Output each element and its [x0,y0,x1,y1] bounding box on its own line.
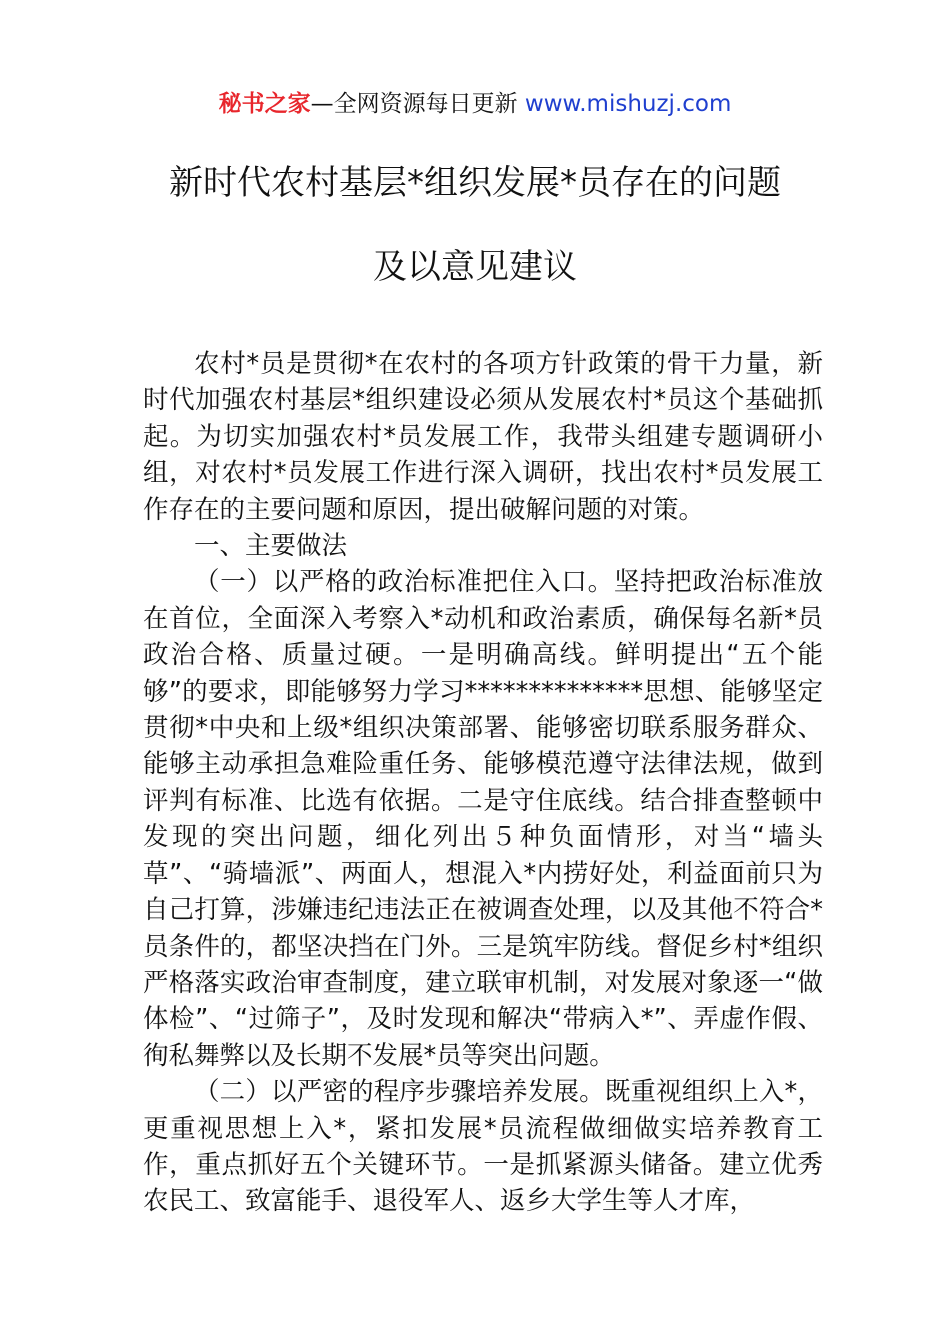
site-url-link[interactable]: www.mishuzj.com [524,91,732,117]
section-heading-main-practices: 一、主要做法 [194,531,348,562]
paragraph-political-standards: （一）以严格的政治标准把住入口。坚持把政治标准放在首位，全面深入考察入*动机和政治素质，确保每名新*员政治合格、质量过硬。一是明确高线。鲜明提出“五个能够”的要求，即能够努力学习**************思想、能够坚定贯彻*中央和上级*组织决策部署、能够密切联系服务群众、能够主动承担急难险重任务、能够模范遵守法律法规，做到评判有标准、比选有依据。二是守住底线。结合排查整顿中发现的突出问题，细化列出５种负面情形，对当“墙头草”、“骑墙派”、两面人，想混入*内捞好处，利益面前只为自己打算，涉嫌违纪违法正在被调查处理，以及其他不符合*员条件的，都坚决挡在门外。三是筑牢防线。督促乡村*组织严格落实政治审查制度，建立联审机制，对发展对象逐一“做体检”、“过筛子”，及时发现和解决“带病入*”、弄虚作假、徇私舞弊以及长期不发展*员等突出问题。 [143,567,823,1071]
document-body [143,346,823,1220]
title-line-1: 新时代农村基层*组织发展*员存在的问题 [169,163,781,203]
site-brand: 秘书之家 [218,91,311,117]
title-line-2: 及以意见建议 [373,247,577,287]
paragraph-intro: 农村*员是贯彻*在农村的各项方针政策的骨干力量，新时代加强农村基层*组织建设必须从发展农村*员这个基础抓起。为切实加强农村*员发展工作，我带头组建专题调研小组，对农村*员发展工作进行深入调研，找出农村*员发展工作存在的主要问题和原因，提出破解问题的对策。 [143,349,823,525]
site-tagline: —全网资源每日更新 [310,91,525,117]
site-banner [0,86,950,122]
document-title [0,160,950,290]
paragraph-procedure-steps: （二）以严密的程序步骤培养发展。既重视组织上入*，更重视思想上入*，紧扣发展*员流程做细做实培养教育工作，重点抓好五个关键环节。一是抓紧源头储备。建立优秀农民工、致富能手、退役军人、返乡大学生等人才库， [143,1077,823,1217]
